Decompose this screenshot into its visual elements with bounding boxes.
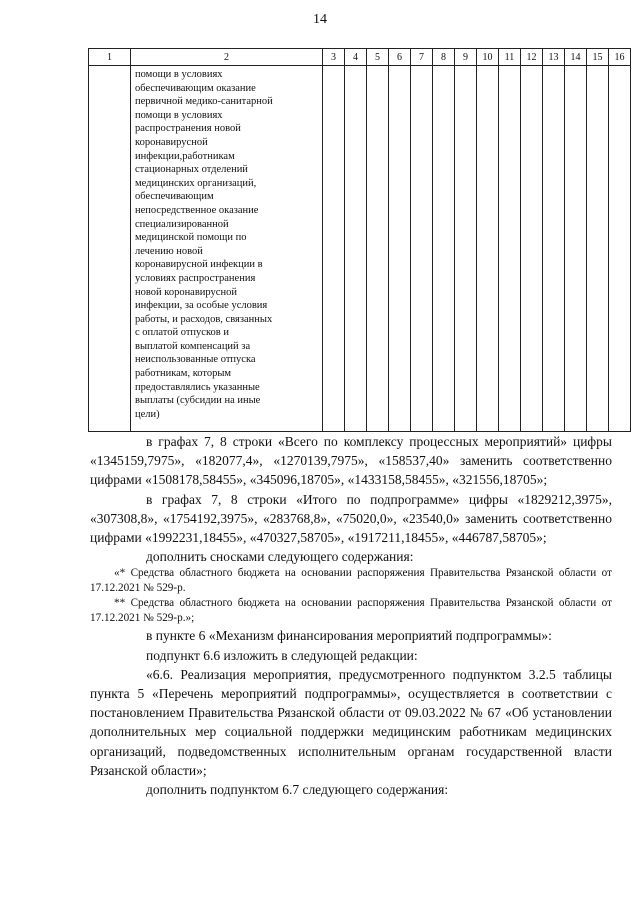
- description-line: условиях распространения: [135, 272, 256, 284]
- body-text: [90, 432, 612, 799]
- table-cell: [89, 66, 131, 432]
- description-line: медицинской помощи по: [135, 232, 247, 244]
- table-header-cell: 16: [609, 49, 631, 66]
- table-header-cell: 13: [543, 49, 565, 66]
- table-header-cell: 9: [455, 49, 477, 66]
- description-line: с оплатой отпусков и: [135, 327, 229, 339]
- description-line: выплатой компенсаций за: [135, 340, 251, 352]
- description-line: выплаты (субсидии на иные: [135, 395, 261, 407]
- paragraph-subitem-6-7-intro: дополнить подпунктом 6.7 следующего содержания:: [146, 782, 449, 798]
- table-cell: [499, 66, 521, 432]
- description-line: обеспечивающим оказание: [135, 82, 256, 94]
- description-line: неиспользованные отпуска: [135, 354, 256, 366]
- paragraph-subitem-6-6: «6.6. Реализация мероприятия, предусмотренного подпунктом 3.2.5 таблицы пункта 5 «Перечень мероприятий подпрограммы», осуществляется в соответствии с постановлением Правительства Рязанской области от 09.03.2022 № 67 «Об установлении дополнительных мер социальной поддержки медицинским работникам медицинских организаций, подведомственных исполнительным органам государственной власти Рязанской области»;: [90, 666, 612, 778]
- table-header-cell: 8: [433, 49, 455, 66]
- description-line: работникам, которым: [135, 368, 232, 380]
- footnote-2: ** Средства областного бюджета на основании распоряжения Правительства Рязанской области от 17.12.2021 № 529-р.»;: [90, 597, 612, 625]
- table-cell: [323, 66, 345, 432]
- table-header-cell: 6: [389, 49, 411, 66]
- table-cell-description: [131, 66, 323, 432]
- description-line: первичной медико-санитарной: [135, 96, 273, 108]
- footnote-1: «* Средства областного бюджета на основании распоряжения Правительства Рязанской области от 17.12.2021 № 529-р.: [90, 567, 612, 595]
- page-number: 14: [313, 12, 327, 27]
- paragraph-subitem-6-6-intro: подпункт 6.6 изложить в следующей редакции:: [146, 647, 418, 663]
- table-header-cell: 14: [565, 49, 587, 66]
- table-header-cell: 1: [89, 49, 131, 66]
- table-header-cell: 7: [411, 49, 433, 66]
- table-cell: [609, 66, 631, 432]
- description-line: помощи в условиях: [135, 109, 223, 121]
- table-cell: [543, 66, 565, 432]
- table-cell: [411, 66, 433, 432]
- table-header-cell: 10: [477, 49, 499, 66]
- description-line: медицинских организаций,: [135, 177, 257, 189]
- description-line: непосредственное оказание: [135, 204, 259, 216]
- paragraph-total-complex: в графах 7, 8 строки «Всего по комплексу процессных мероприятий» цифры «1345159,7975», «182077,4», «1270139,7975», «158537,40» заменить соответственно цифрами «1508178,58455», «345096,18705», «1433158,58455», «321556,18705»;: [90, 434, 612, 488]
- description-line: специализированной: [135, 218, 229, 230]
- table-header-cell: 11: [499, 49, 521, 66]
- description-line: предоставлялись указанные: [135, 381, 260, 393]
- description-line: инфекции, за особые условия: [135, 300, 268, 312]
- description-line: обеспечивающим: [135, 191, 214, 203]
- table-cell: [367, 66, 389, 432]
- table-cell: [587, 66, 609, 432]
- table-cell: [477, 66, 499, 432]
- description-line: помощи в условиях: [135, 69, 223, 80]
- description-line: работы, и расходов, связанных: [135, 313, 273, 325]
- description-line: инфекции,работникам: [135, 150, 235, 162]
- table-header-cell: 4: [345, 49, 367, 66]
- description-line: лечению новой: [135, 245, 203, 257]
- table-cell: [345, 66, 367, 432]
- description-line: коронавирусной: [135, 136, 208, 148]
- table-cell: [433, 66, 455, 432]
- table-header-cell: 3: [323, 49, 345, 66]
- description-line: новой коронавирусной: [135, 286, 237, 298]
- table-header-cell: 12: [521, 49, 543, 66]
- paragraph-item-6: в пункте 6 «Механизм финансирования мероприятий подпрограммы»:: [146, 628, 552, 644]
- paragraph-footnotes-intro: дополнить сносками следующего содержания:: [146, 549, 414, 565]
- table-header-cell: 5: [367, 49, 389, 66]
- description-line: коронавирусной инфекции в: [135, 259, 263, 271]
- table-header-cell: 2: [131, 49, 323, 66]
- table-cell: [565, 66, 587, 432]
- description-line: цели): [135, 408, 160, 420]
- table-cell: [521, 66, 543, 432]
- table-cell: [389, 66, 411, 432]
- table: [88, 48, 631, 432]
- paragraph-total-subprogram: в графах 7, 8 строки «Итого по подпрограмме» цифры «1829212,3975», «307308,8», «1754192,3975», «283768,8», «75020,0», «23540,0» заменить соответственно цифрами «1992231,18455», «470327,58705», «1917211,18455», «446787,58705»;: [90, 491, 612, 546]
- table-cell: [455, 66, 477, 432]
- description-line: стационарных отделений: [135, 164, 248, 176]
- table-header-cell: 15: [587, 49, 609, 66]
- description-line: распространения новой: [135, 123, 241, 135]
